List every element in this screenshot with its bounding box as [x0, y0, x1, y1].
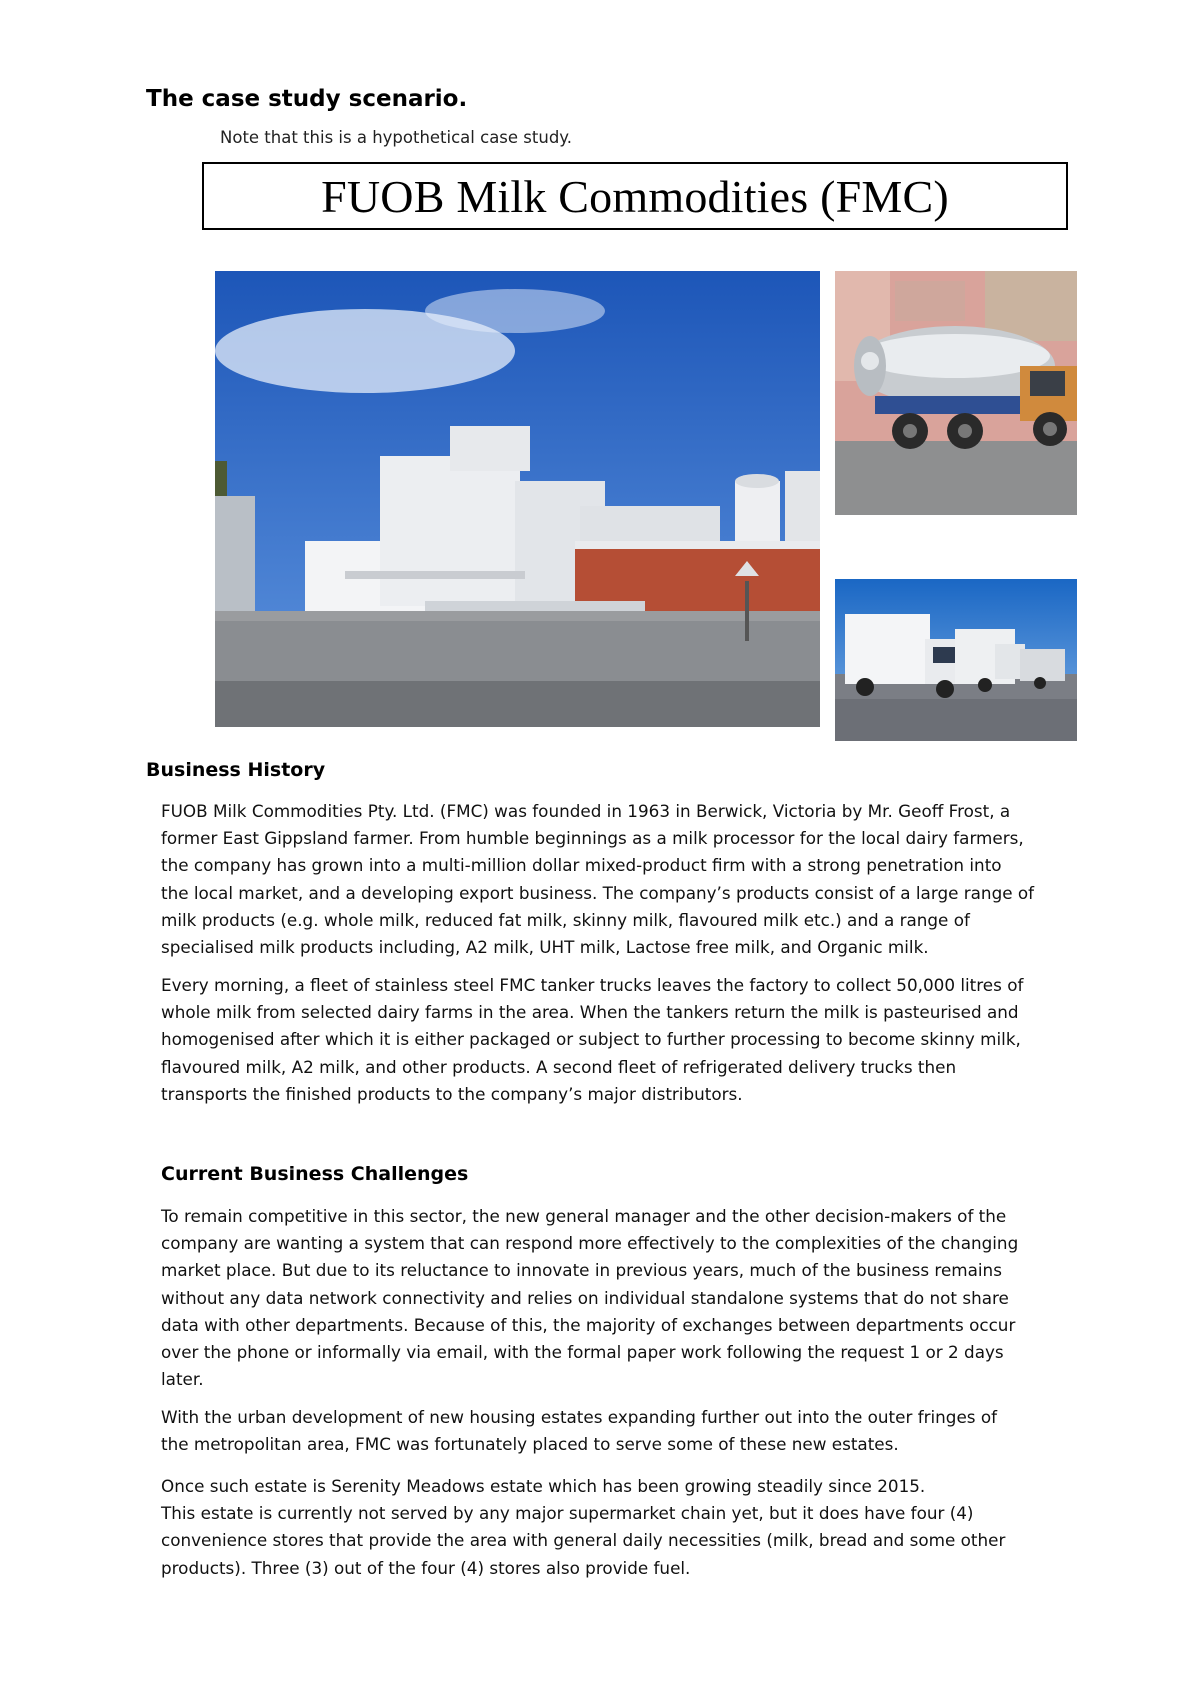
text-line: later. [161, 1369, 204, 1390]
text-line: Once such estate is Serenity Meadows estate which has been growing steadily since 2015. [161, 1476, 926, 1496]
text-line: milk products (e.g. whole milk, reduced fat milk, skinny milk, flavoured milk etc.) and a range of [161, 909, 970, 930]
text-line: convenience stores that provide the area with general daily necessities (milk, bread and some other [161, 1530, 1006, 1551]
text-line: data with other departments. Because of this, the majority of exchanges between departments occur [161, 1314, 1016, 1335]
text-line: the local market, and a developing export business. The company’s products consist of a large range of [161, 882, 1035, 903]
text-line: homogenised after which it is either packaged or subject to further processing to become skinny milk, [161, 1029, 1021, 1050]
text-line: company are wanting a system that can respond more effectively to the complexities of the changing [161, 1233, 1019, 1254]
company-title-box [202, 162, 1068, 230]
delivery-fleet-photo [835, 579, 1077, 741]
text-line: This estate is currently not served by any major supermarket chain yet, but it does have four (4) [161, 1503, 974, 1524]
text-line: Every morning, a fleet of stainless steel FMC tanker trucks leaves the factory to collect 50,000 litres of [161, 975, 1024, 995]
business-history-paragraph-1 [161, 798, 1106, 961]
text-line: over the phone or informally via email, with the formal paper work following the request 1 or 2 days [161, 1342, 1004, 1363]
text-line: transports the finished products to the company’s major distributors. [161, 1083, 743, 1104]
factory-photo [215, 271, 820, 727]
hypothetical-note: Note that this is a hypothetical case study. [220, 128, 572, 147]
challenges-paragraph-1 [161, 1203, 1106, 1393]
challenges-paragraph-3 [161, 1473, 1106, 1582]
case-study-heading: The case study scenario. [146, 86, 468, 112]
challenges-paragraph-2 [161, 1404, 1106, 1458]
text-line: market place. But due to its reluctance to innovate in previous years, much of the business remains [161, 1260, 1002, 1281]
text-line: the company has grown into a multi-million dollar mixed-product firm with a strong penetration into [161, 855, 1002, 876]
text-line: the metropolitan area, FMC was fortunately placed to serve some of these new estates. [161, 1434, 899, 1455]
text-line: flavoured milk, A2 milk, and other products. A second fleet of refrigerated delivery trucks then [161, 1056, 957, 1077]
text-line: With the urban development of new housing estates expanding further out into the outer fringes of [161, 1407, 998, 1427]
text-line: specialised milk products including, A2 milk, UHT milk, Lactose free milk, and Organic milk. [161, 937, 929, 958]
tanker-truck-photo [835, 271, 1077, 515]
company-title: FUOB Milk Commodities (FMC) [321, 170, 949, 222]
text-line: former East Gippsland farmer. From humble beginnings as a milk processor for the local dairy farmers, [161, 828, 1024, 849]
current-challenges-heading: Current Business Challenges [161, 1163, 469, 1185]
business-history-paragraph-2 [161, 972, 1106, 1108]
text-line: To remain competitive in this sector, the new general manager and the other decision-makers of the [161, 1206, 1007, 1226]
text-line: FUOB Milk Commodities Pty. Ltd. (FMC) was founded in 1963 in Berwick, Victoria by Mr. Geoff Frost, a [161, 801, 1011, 821]
text-line: whole milk from selected dairy farms in the area. When the tankers return the milk is pasteurised and [161, 1002, 1019, 1023]
business-history-heading: Business History [146, 759, 326, 781]
text-line: products). Three (3) out of the four (4) stores also provide fuel. [161, 1557, 691, 1578]
text-line: without any data network connectivity and relies on individual standalone systems that do not share [161, 1287, 1009, 1308]
